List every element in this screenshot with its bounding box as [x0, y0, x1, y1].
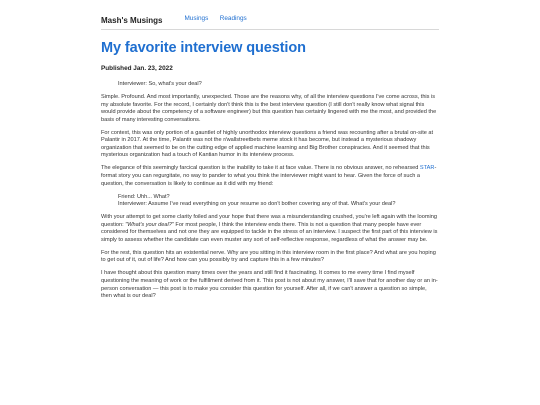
nav-link-musings[interactable]: Musings: [184, 15, 209, 22]
paragraph-4-text-b: For most people, I think the interview ends there. This is not a question that many people have ever considered for themselves and not one they are equipped to tackle in the stress of an interview. I suspect the first part of this interview is simply to assess whether the candidate can even muster any sort of self-reflective response, regardless of what the answer may be.: [101, 221, 438, 243]
paragraph-3: [101, 165, 439, 188]
nav-link-readings[interactable]: Readings: [219, 15, 247, 22]
paragraph-3-text-a: The elegance of this seemingly farcical question is the inability to take it at face value. There is no obvious answer, no rehearsed: [101, 165, 420, 172]
site-brand[interactable]: Mash's Musings: [101, 16, 163, 25]
paragraph-4: [101, 214, 439, 244]
paragraph-3-text-b: -format story you can regurgitate, no way to pander to what you think the interviewer might want to hear. Given the force of such a question, the conversation is likely to continue as it did with my friend:: [101, 165, 437, 187]
paragraph-1: Simple. Profound. And most importantly, unexpected. Those are the reasons why, of all the interview questions I've come across, this is my absolute favorite. For the record, I certainly don't think this is the best interview question (I still don't really know what signal this would provide about the competency of a software engineer) but this question has certainly lingered with me the most, and provided the basis of many interesting conversations.: [101, 94, 437, 123]
paragraph-6: I have thought about this question many times over the years and still find it fascinating. It comes to me every time I find myself questioning the meaning of work or the fulfillment derived from it. This post is not about my answer, I'll save that for another day or an in-person conversation — this post is to make you consider this question for yourself. After all, if we can't answer a question so simple, then what is our deal?: [101, 270, 438, 300]
published-date: Published Jan. 23, 2022: [101, 65, 173, 72]
intro-quote: Interviewer: So, what's your deal?: [118, 81, 202, 87]
dialog-block: [101, 194, 439, 209]
paragraph-4-quote: "What's your deal?": [125, 221, 174, 228]
post-body: [101, 81, 439, 301]
star-link[interactable]: STAR: [419, 165, 435, 172]
site-nav: [184, 7, 253, 25]
site-header: [101, 0, 439, 30]
dialog-line-interviewer: Interviewer: Assume I've read everything on your resume so don't bother covering any of that. What's your deal?: [118, 201, 396, 208]
paragraph-2: For context, this was only portion of a gauntlet of highly unorthodox interview questions a friend was recounting after a brutal on-site at Palantir in 2017. At the time, Palantir was not the r/wallstreetbets meme stock it has become, but instead a mysterious shadowy organization that seemed to be on the cutting edge of applied machine learning and Big Brother conspiracies. And it seemed that this mysterious organization had a touch of Kantian humor in its interview process.: [101, 129, 434, 159]
page-container: [101, 0, 439, 306]
post-title: My favorite interview question: [101, 40, 306, 56]
dialog-line-friend: Friend: Uhh... What?: [118, 193, 170, 200]
paragraph-5: For the rest, this question hits an existential nerve. Why are you sitting in this interview room in the first place? And what are you hoping to get out of it, out of life? And how can you possibly try and capture this in a few minutes?: [101, 249, 436, 264]
paragraph-4-text-a: With your attempt to get some clarity foiled and your hope that there was a misunderstanding crushed, you're left again with the looming question:: [101, 214, 437, 228]
